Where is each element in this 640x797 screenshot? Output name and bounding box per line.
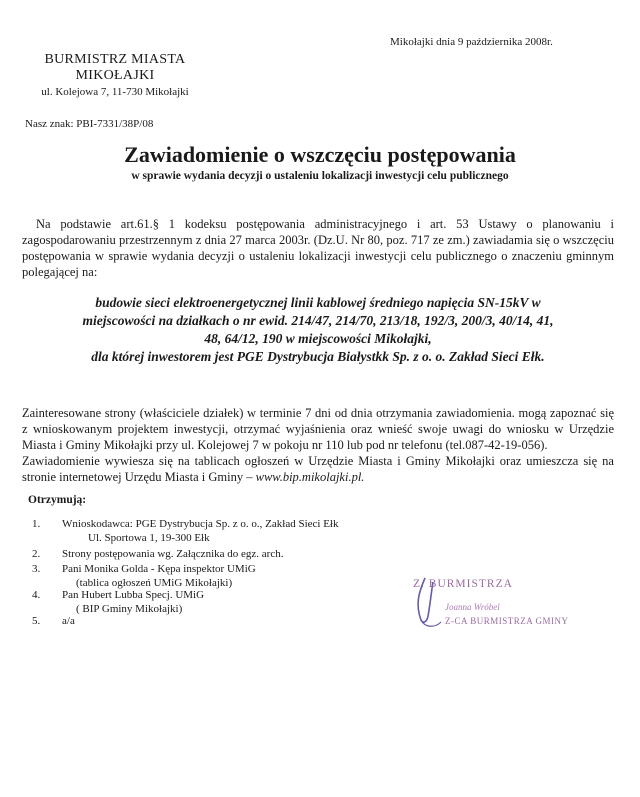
list-item-number: 3.: [32, 563, 41, 575]
stamp-signatory: Joanna Wróbel: [445, 602, 500, 612]
sender-address: ul. Kolejowa 7, 11-730 Mikołajki: [41, 86, 189, 98]
list-item-text: a/a: [62, 615, 75, 627]
sender-city: MIKOŁAJKI: [75, 68, 155, 83]
signature-stamp: [395, 572, 569, 632]
paragraph-publication: [22, 453, 614, 485]
list-item-text: Wnioskodawca: PGE Dystrybucja Sp. z o. o., Zakład Sieci Ełk: [62, 518, 339, 530]
document-subtitle: w sprawie wydania decyzji o ustaleniu lokalizacji inwestycji celu publicznego: [131, 170, 509, 182]
handwritten-signature-icon: [395, 572, 520, 632]
stamp-position: Z-CA BURMISTRZA GMINY: [445, 616, 569, 626]
list-item-number: 2.: [32, 548, 41, 560]
list-item-subtext: ( BIP Gminy Mikołajki): [76, 603, 183, 615]
list-item-number: 1.: [32, 518, 41, 530]
list-item-subtext: (tablica ogłoszeń UMiG Mikołajki): [76, 577, 233, 589]
investment-line-4: dla której inwestorem jest PGE Dystrybucja Białystkk Sp. z o. o. Zakład Sieci Ełk.: [91, 349, 545, 364]
paragraph-legal-basis: Na podstawie art.61.§ 1 kodeksu postępowania administracyjnego i art. 53 Ustawy o planowaniu i zagospodarowaniu przestrzennym z dnia 27 marca 2003r. (Dz.U. Nr 80, poz. 717 ze zm.) zawiadamia się o wszczęciu postępowania w sprawie wydania decyzji o ustaleniu lokalizacji inwestycji celu publicznego o znaczeniu gminnym polegającej na:: [22, 217, 614, 279]
investment-line-3: 48, 64/12, 190 w miejscowości Mikołajki,: [204, 331, 432, 346]
list-item-subtext: Ul. Sportowa 1, 19-300 Ełk: [88, 532, 210, 544]
sender-block: [20, 52, 210, 98]
reference-number: Nasz znak: PBI-7331/38P/08: [25, 118, 154, 130]
investment-description: [22, 294, 614, 366]
investment-line-2: miejscowości na działkach o nr ewid. 214/47, 214/70, 213/18, 192/3, 200/3, 40/14, 41,: [82, 313, 554, 328]
letter-date: Mikołajki dnia 9 października 2008r.: [390, 36, 553, 48]
list-item-text: Strony postępowania wg. Załącznika do egz. arch.: [62, 548, 284, 560]
list-item-text: Pani Monika Golda - Kępa inspektor UMiG: [62, 563, 256, 575]
paragraph-parties: Zainteresowane strony (właściciele działek) w terminie 7 dni od dnia otrzymania zawiadomienia. mogą zapoznać się z wnioskowanym projektem inwestycji, otrzymać wyjaśnienia oraz wnieść swoje uwagi do wniosku w Urzędzie Miasta i Gminy Mikołajki przy ul. Kolejowej 7 w pokoju nr 110 lub pod nr telefonu (tel.087-42-19-056).: [22, 406, 614, 452]
investment-line-1: budowie sieci elektroenergetycznej linii kablowej średniego napięcia SN-15kV w: [95, 295, 541, 310]
publication-text: Zawiadomienie wywiesza się na tablicach ogłoszeń w Urzędzie Miasta i Gminy Mikołajki oraz umieszcza się na stronie internetowej Urzędu Miasta i Gminy –: [22, 454, 614, 484]
recipients-heading: Otrzymują:: [28, 494, 87, 506]
list-item-number: 4.: [32, 589, 41, 601]
sender-title: BURMISTRZ MIASTA: [44, 52, 186, 67]
list-item-text: Pan Hubert Lubba Specj. UMiG: [62, 589, 205, 601]
document-title: Zawiadomienie o wszczęciu postępowania: [124, 142, 516, 167]
stamp-title: Z. BURMISTRZA: [413, 578, 513, 590]
list-item-number: 5.: [32, 615, 41, 627]
bip-link[interactable]: www.bip.mikolajki.pl.: [255, 470, 365, 484]
